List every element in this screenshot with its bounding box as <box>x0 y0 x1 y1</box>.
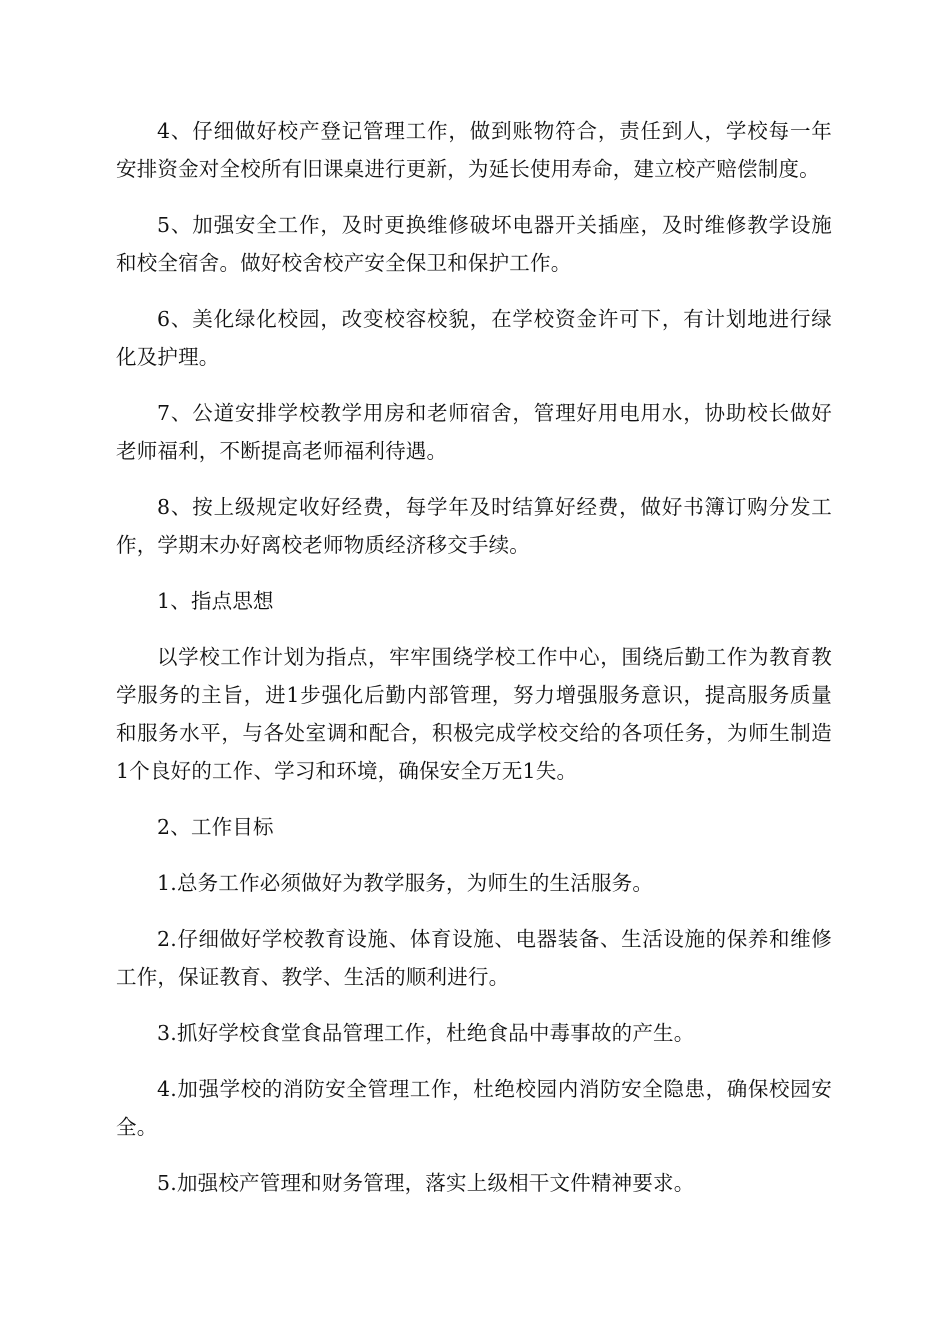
paragraph-item-8-funds: 8、按上级规定收好经费，每学年及时结算好经费，做好书簿订购分发工作，学期末办好离校老师物质经济移交手续。 <box>116 495 832 557</box>
section-heading-work-goals: 2、工作目标 <box>157 815 274 839</box>
paragraph-item-4-assets: 4、仔细做好校产登记管理工作，做到账物符合，责任到人，学校每一年安排资金对全校所有旧课桌进行更新，为延长使用寿命，建立校产赔偿制度。 <box>116 119 832 181</box>
paragraph-item-6-greening: 6、美化绿化校园，改变校容校貌，在学校资金许可下，有计划地进行绿化及护理。 <box>116 307 832 369</box>
section-heading-guiding-thought: 1、指点思想 <box>157 589 274 613</box>
goal-item-3: 3.抓好学校食堂食品管理工作，杜绝食品中毒事故的产生。 <box>157 1021 695 1045</box>
goal-item-4: 4.加强学校的消防安全管理工作，杜绝校园内消防安全隐患，确保校园安全。 <box>116 1077 832 1139</box>
goal-item-5: 5.加强校产管理和财务管理，落实上级相干文件精神要求。 <box>157 1171 695 1195</box>
goal-item-1: 1.总务工作必须做好为教学服务，为师生的生活服务。 <box>157 871 654 895</box>
document-page <box>116 112 832 1220</box>
paragraph-guiding-thought: 以学校工作计划为指点，牢牢围绕学校工作中心，围绕后勤工作为教育教学服务的主旨，进1步强化后勤内部管理，努力增强服务意识，提高服务质量和服务水平，与各处室调和配合，积极完成学校交给的各项任务，为师生制造1个良好的工作、学习和环境，确保安全万无1失。 <box>116 645 832 783</box>
goal-item-2: 2.仔细做好学校教育设施、体育设施、电器装备、生活设施的保养和维修工作，保证教育、教学、生活的顺利进行。 <box>116 927 832 989</box>
paragraph-item-5-safety: 5、加强安全工作，及时更换维修破坏电器开关插座，及时维修教学设施和校全宿舍。做好校舍校产安全保卫和保护工作。 <box>116 213 832 275</box>
paragraph-item-7-housing: 7、公道安排学校教学用房和老师宿舍，管理好用电用水，协助校长做好老师福利，不断提高老师福利待遇。 <box>116 401 832 463</box>
